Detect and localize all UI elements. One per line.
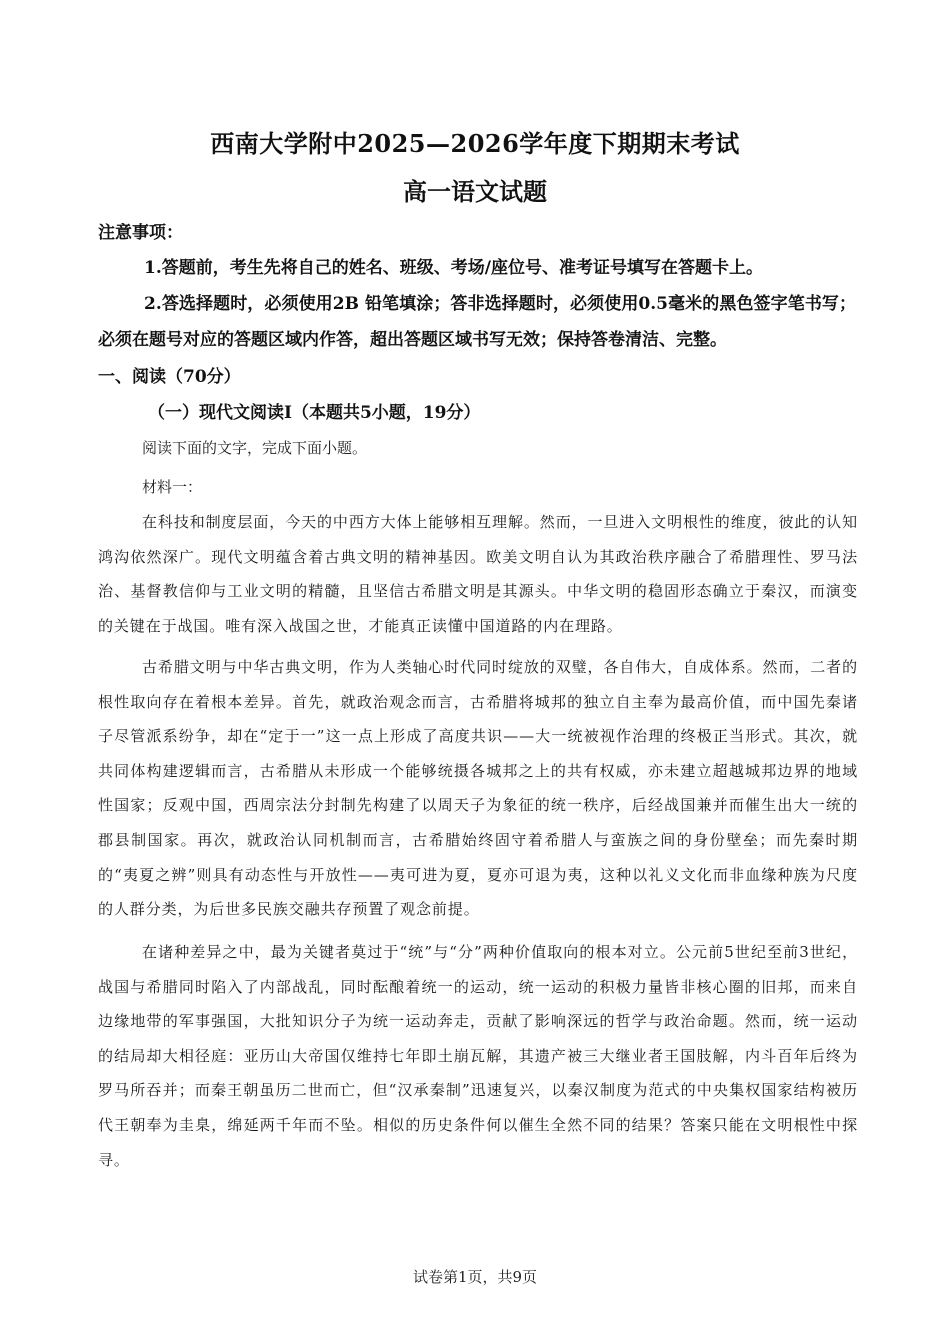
- notice-heading: 注意事项：: [98, 223, 183, 243]
- passage-paragraph-3: 在诸种差异之中，最为关键者莫过于“统”与“分”两种价值取向的根本对立。公元前5世纪至前3世纪，战国与希腊同时陷入了内部战乱，同时酝酿着统一的运动，统一运动的积极力量皆非核心圈的旧邦，而来自边缘地带的军事强国，大批知识分子为统一运动奔走，贡献了影响深远的哲学与政治命题。然而，统一运动的结局却大相径庭：亚历山大帝国仅维持七年即土崩瓦解，其遗产被三大继业者王国肢解，内斗百年后终为罗马所吞并；而秦王朝虽历二世而亡，但“汉承秦制”迅速复兴，以秦汉制度为范式的中央集权国家结构被历代王朝奉为圭臬，绵延两千年而不坠。相似的历史条件何以催生全然不同的结果？答案只能在文明根性中探寻。: [98, 943, 858, 1169]
- notice-item-2: 2.答选择题时，必须使用2B 铅笔填涂；答非选择题时，必须使用0.5毫米的黑色签字笔书写；必须在题号对应的答题区域内作答，超出答题区域书写无效；保持答卷清洁、完整。: [98, 294, 856, 350]
- exam-title: 西南大学附中2025—2026学年度下期期末考试: [210, 129, 740, 158]
- material-label: 材料一：: [142, 478, 203, 496]
- notice-item-1: 1.答题前，考生先将自己的姓名、班级、考场/座位号、准考证号填写在答题卡上。: [144, 258, 763, 278]
- exam-subtitle: 高一语文试题: [403, 177, 547, 206]
- page-footer: 试卷第1页，共9页: [412, 1268, 538, 1286]
- section-heading: 一、阅读（70分）: [98, 367, 241, 387]
- passage-paragraph-2: 古希腊文明与中华古典文明，作为人类轴心时代同时绽放的双璧，各自伟大，自成体系。然而，二者的根性取向存在着根本差异。首先，就政治观念而言，古希腊将城邦的独立自主奉为最高价值，而中国先秦诸子尽管派系纷争，却在“定于一”这一点上形成了高度共识——大一统被视作治理的终极正当形式。其次，就共同体构建逻辑而言，古希腊从未形成一个能够统摄各城邦之上的共有权威，亦未建立超越城邦边界的地域性国家；反观中国，西周宗法分封制先构建了以周天子为象征的统一秩序，后经战国兼并而催生出大一统的郡县制国家。再次，就政治认同机制而言，古希腊始终固守着希腊人与蛮族之间的身份壁垒；而先秦时期的“夷夏之辨”则具有动态性与开放性——夷可进为夏，夏亦可退为夷，这种以礼义文化而非血缘种族为尺度的人群分类，为后世多民族交融共存预置了观念前提。: [98, 658, 858, 919]
- passage-paragraph-1: 在科技和制度层面，今天的中西方大体上能够相互理解。然而，一旦进入文明根性的维度，彼此的认知鸿沟依然深广。现代文明蕴含着古典文明的精神基因。欧美文明自认为其政治秩序融合了希腊理性、罗马法治、基督教信仰与工业文明的精髓，且坚信古希腊文明是其源头。中华文明的稳固形态确立于秦汉，而演变的关键在于战国。唯有深入战国之世，才能真正读懂中国道路的内在理路。: [98, 513, 858, 635]
- reading-instruction: 阅读下面的文字，完成下面小题。: [142, 439, 368, 457]
- subsection-heading: （一）现代文阅读I（本题共5小题，19分）: [148, 403, 481, 423]
